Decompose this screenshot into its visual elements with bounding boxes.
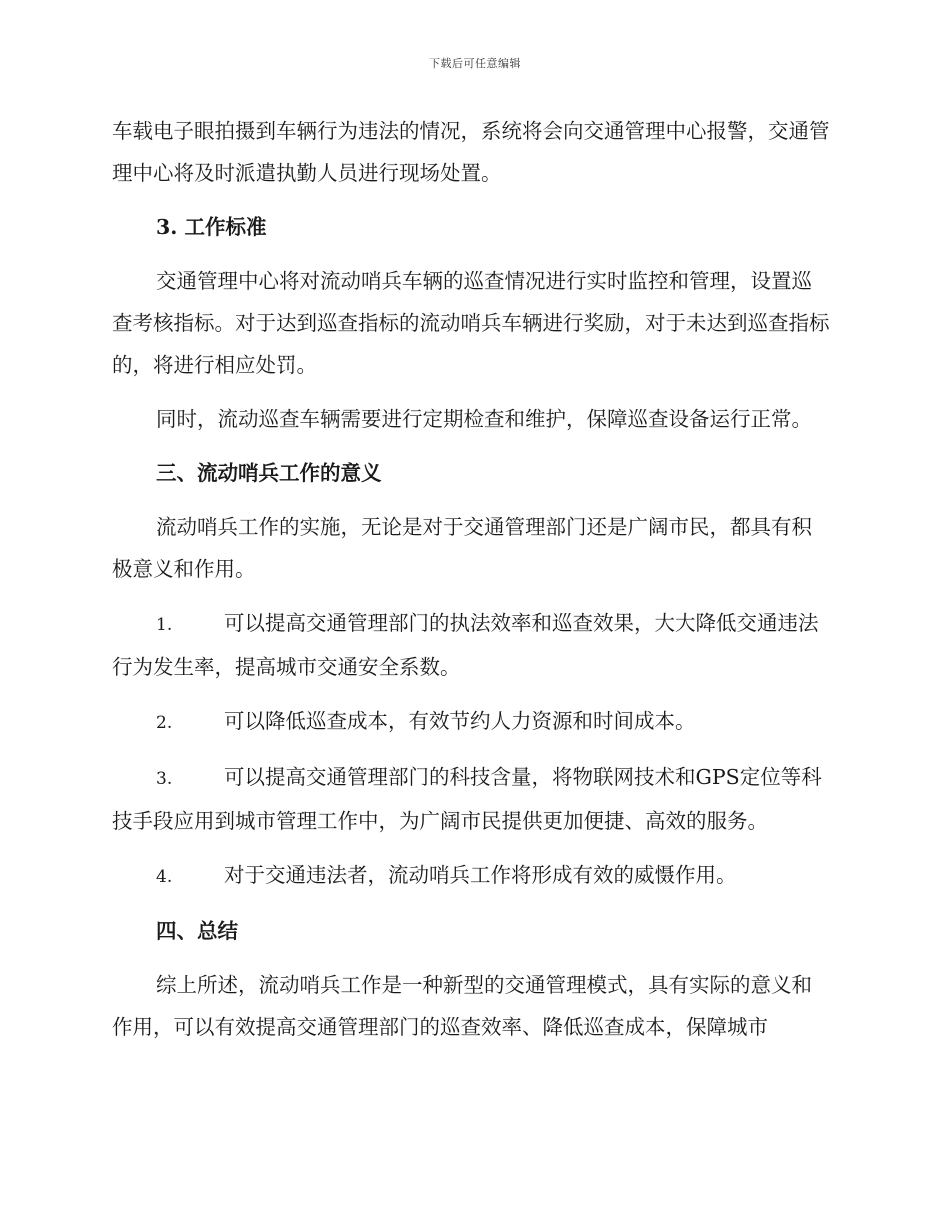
list-item [112, 756, 832, 842]
list-number: 3. [156, 769, 173, 789]
list-text: 可以降低巡查成本，有效节约人力资源和时间成本。 [224, 709, 696, 733]
list-number: 1. [156, 615, 173, 635]
heading-summary: 四、总结 [156, 919, 238, 943]
paragraph-summary: 综上所述，流动哨兵工作是一种新型的交通管理模式，具有实际的意义和作用，可以有效提高交通管理部门的巡查效率、降低巡查成本，保障城市 [112, 973, 812, 1039]
header-note: 下载后可任意编辑 [429, 57, 521, 70]
paragraph-significance-intro: 流动哨兵工作的实施，无论是对于交通管理部门还是广阔市民，都具有积极意义和作用。 [112, 515, 812, 581]
paragraph-maintenance: 同时，流动巡查车辆需要进行定期检查和维护，保障巡查设备运行正常。 [156, 407, 812, 431]
paragraph-monitoring: 交通管理中心将对流动哨兵车辆的巡查情况进行实时监控和管理，设置巡查考核指标。对于达到巡查指标的流动哨兵车辆进行奖励，对于未达到巡查指标的，将进行相应处罚。 [112, 269, 830, 377]
paragraph-camera-alert: 车载电子眼拍摄到车辆行为违法的情况，系统将会向交通管理中心报警，交通管理中心将及时派遣执勤人员进行现场处置。 [112, 119, 830, 185]
list-text: 可以提高交通管理部门的执法效率和巡查效果，大大降低交通违法行为发生率，提高城市交通安全系数。 [112, 611, 819, 679]
list-number: 4. [156, 867, 173, 887]
document-body [112, 110, 832, 1048]
list-item [112, 602, 832, 688]
list-item [112, 700, 832, 744]
heading-significance: 三、流动哨兵工作的意义 [156, 461, 382, 485]
list-text: 可以提高交通管理部门的科技含量，将物联网技术和GPS定位等科技手段应用到城市管理工作中，为广阔市民提供更加便捷、高效的服务。 [112, 765, 822, 833]
list-text: 对于交通违法者，流动哨兵工作将形成有效的威慑作用。 [224, 863, 737, 887]
heading-work-standard: 3. 工作标准 [156, 215, 267, 239]
list-number: 2. [156, 713, 173, 733]
list-item [112, 854, 832, 898]
